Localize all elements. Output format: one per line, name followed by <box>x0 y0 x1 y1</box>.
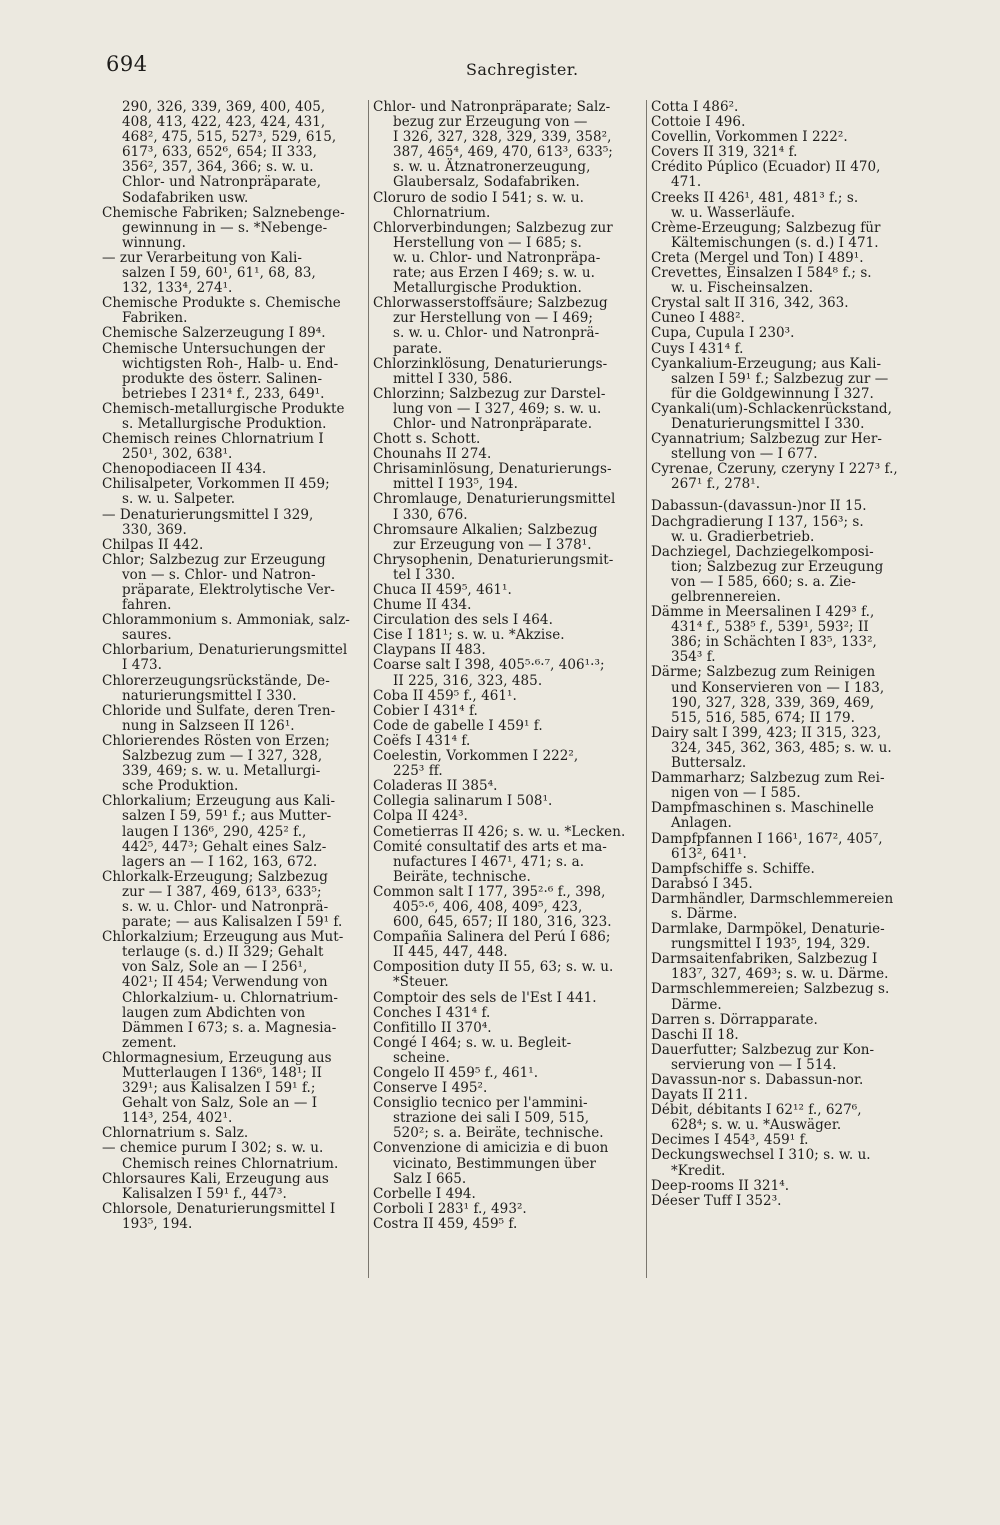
index-entry: Chloride und Sulfate, deren Tren- nung in Salzseen II 126¹. <box>102 702 336 734</box>
index-entry: Chlorkalium; Erzeugung aus Kali- salzen I 59, 59¹ f.; aus Mutter- laugen I 136⁶, 290, 425² f., 442⁵, 447³; Gehalt eines Salz- lagers an — I 162, 163, 672. <box>102 793 336 870</box>
index-entry: Costra II 459, 459⁵ f. <box>373 1215 518 1232</box>
index-entry: Chrisaminlösung, Denaturierungs- mittel I 193⁵, 194. <box>373 461 612 493</box>
index-entry: Dämme in Meersalinen I 429³ f., 431⁴ f., 538⁵ f., 539¹, 593²; II 386; in Schächten I 83⁵, 133², 354³ f. <box>651 604 877 666</box>
index-entry: Circulation des sels I 464. <box>373 612 553 629</box>
index-entry: Chlormagnesium, Erzeugung aus Mutterlaugen I 136⁶, 148¹; II 329¹; aus Kalisalzen I 59¹ f.; Gehalt von Salz, Sole an — I 114³, 254, 402¹. <box>102 1049 332 1127</box>
index-entry: Darmhändler, Darmschlemmereien s. Därme. <box>651 890 894 922</box>
index-entry: Consiglio tecnico per l'ammini- strazione dei sali I 509, 515, 520²; s. a. Beiräte, technische. <box>373 1095 604 1142</box>
index-entry: Darren s. Dörrapparate. <box>651 1011 818 1028</box>
index-entry: Chume II 434. <box>373 597 472 614</box>
page-number: 694 <box>106 52 148 76</box>
index-entry: — Denaturierungsmittel I 329, 330, 369. <box>102 506 314 538</box>
index-entry: Crystal salt II 316, 342, 363. <box>651 295 849 312</box>
index-entry: Collegia salinarum I 508¹. <box>373 793 553 810</box>
index-entry: Comité consultatif des arts et ma- nufactures I 467¹, 471; s. a. Beiräte, technische. <box>373 838 607 885</box>
index-entry: Creta (Mergel und Ton) I 489¹. <box>651 249 864 266</box>
index-entry: Chott s. Schott. <box>373 431 481 448</box>
index-entry: Conches I 431⁴ f. <box>373 1004 491 1021</box>
index-entry: Daschi II 18. <box>651 1026 739 1043</box>
index-entry: Chlornatrium s. Salz. <box>102 1125 249 1142</box>
index-entry: Darmsaitenfabriken, Salzbezug I 183⁷, 327, 469³; s. w. u. Därme. <box>651 951 889 983</box>
index-entry: Chlorierendes Rösten von Erzen; Salzbezug zum — I 327, 328, 339, 469; s. w. u. Metallurgi- sche Produktion. <box>102 732 330 795</box>
index-entry: Cupa, Cupula I 230³. <box>651 325 795 342</box>
index-entry: Chlorsaures Kali, Erzeugung aus Kalisalzen I 59¹ f., 447³. <box>102 1170 329 1202</box>
index-entry: Chlorkalzium; Erzeugung aus Mut- terlauge (s. d.) II 329; Gehalt von Salz, Sole an — I 256¹, 402¹; II 454; Verwendung von Chlorkalzium- u. Chlornatrium- laugen zum Abdichten von Dämmen I 673; s. a. Magnesia- zement. <box>102 929 344 1051</box>
index-entry: Dampfmaschinen s. Maschinelle Anlagen. <box>651 800 874 832</box>
index-entry: Comptoir des sels de l'Est I 441. <box>373 989 597 1006</box>
index-entry: Covers II 319, 321⁴ f. <box>651 144 798 161</box>
index-entry: Congé I 464; s. w. u. Begleit- scheine. <box>373 1034 572 1066</box>
index-entry: Crème-Erzeugung; Salzbezug für Kältemischungen (s. d.) I 471. <box>651 219 881 251</box>
index-entry: Chlorverbindungen; Salzbezug zur Herstellung von — I 685; s. w. u. Chlor- und Natronpräpa- rate; aus Erzen I 469; s. w. u. Metallurgische Produktion. <box>373 219 613 297</box>
index-entry: Chromlauge, Denaturierungsmittel I 330, 676. <box>373 491 616 523</box>
index-entry: Coarse salt I 398, 405⁵·⁶·⁷, 406¹·³; II 225, 316, 323, 485. <box>373 657 605 689</box>
index-entry: Chemische Fabriken; Salznebenge- gewinnung in — s. *Nebenge- winnung. <box>102 204 345 251</box>
index-entry: Compañia Salinera del Perú I 686; II 445, 447, 448. <box>373 929 611 961</box>
index-entry: Déeser Tuff I 352³. <box>651 1192 782 1209</box>
index-entry: — zur Verarbeitung von Kali- salzen I 59, 60¹, 61¹, 68, 83, 132, 133⁴, 274¹. <box>102 249 316 297</box>
index-entry: Congelo II 459⁵ f., 461¹. <box>373 1065 539 1081</box>
index-entry: Coelestin, Vorkommen I 222², 225³ ff. <box>373 748 579 780</box>
index-entry: Cise I 181¹; s. w. u. *Akzise. <box>373 627 565 644</box>
index-entry: Corboli I 283¹ f., 493². <box>373 1200 527 1217</box>
index-entry: Corbelle I 494. <box>373 1185 476 1202</box>
index-entry: Dairy salt I 399, 423; II 315, 323, 324, 345, 362, 363, 485; s. w. u. Buttersalz. <box>651 724 892 772</box>
index-entry: Deckungswechsel I 310; s. w. u. *Kredit. <box>651 1147 871 1179</box>
index-entry: Dachziegel, Dachziegelkomposi- tion; Salzbezug zur Erzeugung von — I 585, 660; s. a. Zie- gelbrennereien. <box>651 543 884 605</box>
running-head: Sachregister. <box>466 60 579 79</box>
index-entry: Darmschlemmereien; Salzbezug s. Därme. <box>651 981 890 1013</box>
index-entry: Cyankali(um)-Schlackenrückstand, Denaturierungsmittel I 330. <box>651 400 892 432</box>
index-entry: Dampfpfannen I 166¹, 167², 405⁷, 613², 641¹. <box>651 830 883 862</box>
index-entry: Chlorzinklösung, Denaturierungs- mittel I 330, 586. <box>373 355 608 387</box>
index-entry: Coëfs I 431⁴ f. <box>373 732 471 749</box>
index-entry: Chilpas II 442. <box>102 536 204 553</box>
index-entry: Cottoie I 496. <box>651 114 746 131</box>
column-rule <box>646 100 647 1278</box>
index-entry: Chrysophenin, Denaturierungsmit- tel I 330. <box>373 551 614 583</box>
index-entry: Chlorsole, Denaturierungsmittel I 193⁵, 194. <box>102 1200 336 1232</box>
index-entry: Därme; Salzbezug zum Reinigen und Konservieren von — I 183, 190, 327, 328, 339, 369, 469, 515, 516, 585, 674; II 179. <box>651 664 885 726</box>
index-entry: Cuys I 431⁴ f. <box>651 340 744 357</box>
index-entry: Crédito Púplico (Ecuador) II 470, 471. <box>651 159 881 191</box>
index-entry: Dachgradierung I 137, 156³; s. w. u. Gradierbetrieb. <box>651 513 864 545</box>
index-entry: Code de gabelle I 459¹ f. <box>373 717 543 734</box>
index-entry: Claypans II 483. <box>373 642 486 659</box>
index-entry: Chlor- und Natronpräparate; Salz- bezug zur Erzeugung von — I 326, 327, 328, 329, 339, 358², 387, 465⁴, 469, 470, 613³, 633⁵; s. w. u. Ätznatronerzeugung, Glaubersalz, Sodafabriken. <box>373 99 613 191</box>
index-entry: Chuca II 459⁵, 461¹. <box>373 582 512 598</box>
index-entry: Débit, débitants I 62¹² f., 627⁶, 628⁴; s. w. u. *Auswäger. <box>651 1102 862 1134</box>
index-entry: Dayats II 211. <box>651 1087 748 1104</box>
index-entry: Chemische Produkte s. Chemische Fabriken. <box>102 295 341 327</box>
index-entry: Crevettes, Einsalzen I 584⁸ f.; s. w. u. Fischeinsalzen. <box>651 265 872 297</box>
index-entry: Darmlake, Darmpökel, Denaturie- rungsmittel I 193⁵, 194, 329. <box>651 921 885 953</box>
index-column-1 <box>102 100 364 1232</box>
index-entry: Chlorwasserstoffsäure; Salzbezug zur Herstellung von — I 469; s. w. u. Chlor- und Natronprä- parate. <box>373 295 608 357</box>
index-entry: Chilisalpeter, Vorkommen II 459; s. w. u. Salpeter. <box>102 476 330 508</box>
index-entry: Chlorammonium s. Ammoniak, salz- saures. <box>102 612 350 644</box>
index-entry: Chlorzinn; Salzbezug zur Darstel- lung von — I 327, 469; s. w. u. Chlor- und Natronpräparate. <box>373 385 606 432</box>
index-entry: Creeks II 426¹, 481, 481³ f.; s. w. u. Wasserläufe. <box>651 189 859 221</box>
index-entry: Chlorbarium, Denaturierungsmittel I 473. <box>102 642 348 674</box>
index-entry: Chounahs II 274. <box>373 446 492 463</box>
index-entry: Dampfschiffe s. Schiffe. <box>651 860 815 877</box>
index-entry: Dabassun-(davassun-)nor II 15. <box>651 498 867 515</box>
index-entry: Chemisch reines Chlornatrium I 250¹, 302, 638¹. <box>102 431 324 463</box>
index-entry: Chromsaure Alkalien; Salzbezug zur Erzeugung von — I 378¹. <box>373 521 598 553</box>
index-column-3 <box>651 100 913 1209</box>
index-entry: Composition duty II 55, 63; s. w. u. *Steuer. <box>373 959 614 991</box>
index-entry: Cloruro de sodio I 541; s. w. u. Chlornatrium. <box>373 189 585 221</box>
index-entry: Chlorerzeugungsrückstände, De- naturierungsmittel I 330. <box>102 672 330 704</box>
index-entry: Darabsó I 345. <box>651 875 753 892</box>
index-entry: Chemische Untersuchungen der wichtigsten Roh-, Halb- u. End- produkte des österr. Salinen- betriebes I 231⁴ f., 233, 649¹. <box>102 340 339 402</box>
index-entry: Dammarharz; Salzbezug zum Rei- nigen von — I 585. <box>651 770 885 802</box>
index-entry: Cuneo I 488². <box>651 310 745 327</box>
index-entry: Chenopodiaceen II 434. <box>102 461 267 478</box>
index-entry: — chemice purum I 302; s. w. u. Chemisch reines Chlornatrium. <box>102 1140 339 1172</box>
index-entry: Cyankalium-Erzeugung; aus Kali- salzen I 59¹ f.; Salzbezug zur — für die Goldgewinnung I 327. <box>651 355 889 402</box>
index-entry: Chlor; Salzbezug zur Erzeugung von — s. Chlor- und Natron- präparate, Elektrolytische Ver- fahren. <box>102 551 335 614</box>
index-entry: Chemische Salzerzeugung I 89⁴. <box>102 325 326 342</box>
index-entry: Davassun-nor s. Dabassun-nor. <box>651 1072 864 1088</box>
index-entry: Coladeras II 385⁴. <box>373 778 498 795</box>
index-column-2 <box>373 100 641 1232</box>
index-entry: Coba II 459⁵ f., 461¹. <box>373 687 517 704</box>
index-entry: Chemisch-metallurgische Produkte s. Metallurgische Produktion. <box>102 400 345 432</box>
index-entry: Confitillo II 370⁴. <box>373 1019 492 1036</box>
index-entry: Cyrenae, Czeruny, czeryny I 227³ f., 267¹ f., 278¹. <box>651 461 898 493</box>
index-entry: Cometierras II 426; s. w. u. *Lecken. <box>373 823 626 840</box>
index-entry: Common salt I 177, 395²·⁶ f., 398, 405⁵·⁶, 406, 408, 409⁵, 423, 600, 645, 657; II 180, 316, 323. <box>373 883 612 931</box>
index-entry: Deep-rooms II 321⁴. <box>651 1177 790 1194</box>
index-entry: 290, 326, 339, 369, 400, 405, 408, 413, 422, 423, 424, 431, 468², 475, 515, 527³, 529, 615, 617³, 633, 652⁶, 654; II 333, 356², 357, 364, 366; s. w. u. Chlor- und Natronpräparate, Sodafabriken usw. <box>122 99 337 206</box>
index-entry: Cyannatrium; Salzbezug zur Her- stellung von — I 677. <box>651 431 882 463</box>
index-entry: Covellin, Vorkommen I 222². <box>651 129 848 146</box>
index-entry: Conserve I 495². <box>373 1080 488 1097</box>
index-entry: Cotta I 486². <box>651 99 739 115</box>
column-rule <box>368 100 369 1278</box>
index-entry: Chlorkalk-Erzeugung; Salzbezug zur — I 387, 469, 613³, 633⁵; s. w. u. Chlor- und Natronprä- parate; — aus Kalisalzen I 59¹ f. <box>102 868 343 931</box>
index-entry: Convenzione di amicizia e di buon vicinato, Bestimmungen über Salz I 665. <box>373 1140 609 1187</box>
index-entry: Decimes I 454³, 459¹ f. <box>651 1132 809 1149</box>
index-entry: Cobier I 431⁴ f. <box>373 702 478 719</box>
index-entry: Colpa II 424³. <box>373 808 468 825</box>
index-entry: Dauerfutter; Salzbezug zur Kon- servierung von — I 514. <box>651 1041 875 1073</box>
